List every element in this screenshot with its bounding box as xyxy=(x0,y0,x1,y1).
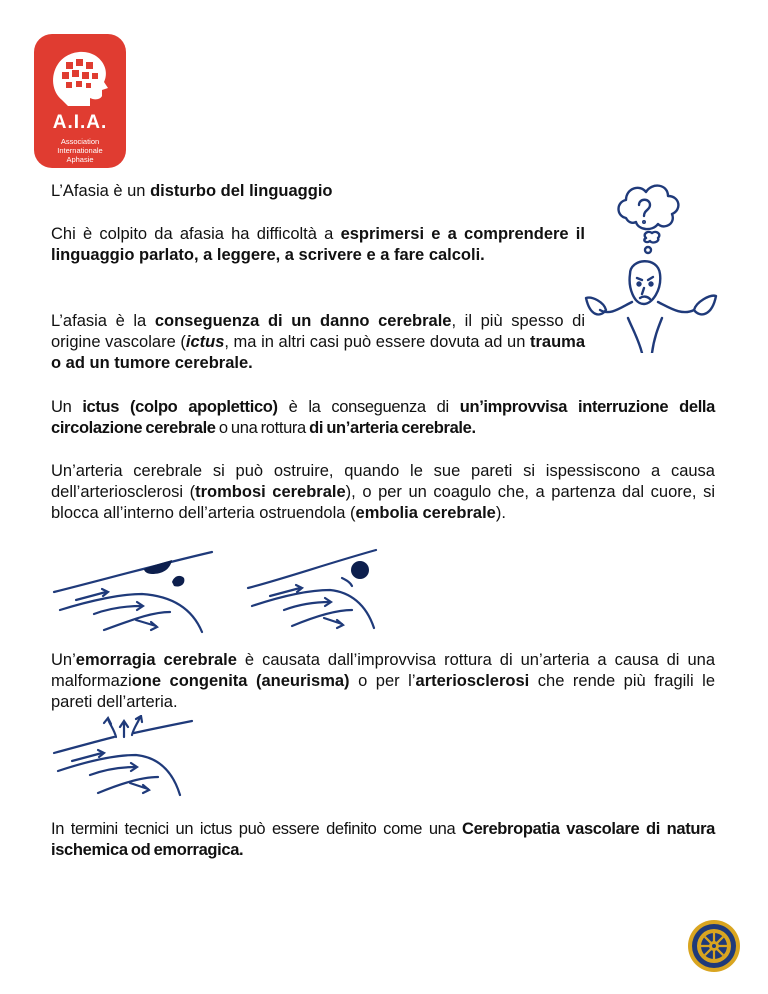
logo-subtitle-2: Internationale xyxy=(57,146,103,155)
logo-title: A.I.A. xyxy=(52,112,108,133)
obstruction-paragraph: Un’arteria cerebrale si può ostruire, quando le sue pareti si ispessiscono a causa dell’arteriosclerosi (trombosi cerebrale), o per un coagulo che, a partenza dal cuore, si blocca all’interno dell’arteria ostruendola (embolia cerebrale). xyxy=(51,462,715,522)
logo-subtitle-3: Aphasie xyxy=(66,155,94,164)
ictus-paragraph: Un ictus (colpo apoplettico) è la conseguenza di un’improvvisa interruzione della circolazione cerebrale o una rottura di un’arteria cerebrale. xyxy=(51,398,715,437)
confused-person-icon xyxy=(582,178,722,353)
aia-logo xyxy=(34,34,126,168)
artery-embolism-icon xyxy=(246,548,401,633)
hemorrhage-paragraph: Un’emorragia cerebrale è causata dall’improvvisa rottura di un’arteria a causa di una malformazione congenita (aneurisma) o per l’arteriosclerosi che rende più fragili le pareti dell’arteria. xyxy=(51,651,716,711)
cause-paragraph: L’afasia è la conseguenza di un danno cerebrale, il più spesso di origine vascolare (ictus, ma in altri casi può essere dovuta ad un trauma o ad un tumore cerebrale. xyxy=(51,312,586,372)
intro-paragraph: L’Afasia è un disturbo del linguaggio xyxy=(51,182,333,200)
symptoms-paragraph: Chi è colpito da afasia ha difficoltà a esprimersi e a comprendere il linguaggio parlato, a leggere, a scrivere e a fare calcoli. xyxy=(51,225,585,264)
definition-paragraph: In termini tecnici un ictus può essere definito come una Cerebropatia vascolare di natura ischemica od emorragica. xyxy=(51,820,715,859)
artery-thrombosis-icon xyxy=(52,550,227,635)
brain-puzzle-icon xyxy=(34,34,126,114)
rotary-wheel-icon xyxy=(686,918,742,974)
artery-hemorrhage-icon xyxy=(52,715,217,800)
logo-subtitle-1: Association xyxy=(60,137,100,146)
